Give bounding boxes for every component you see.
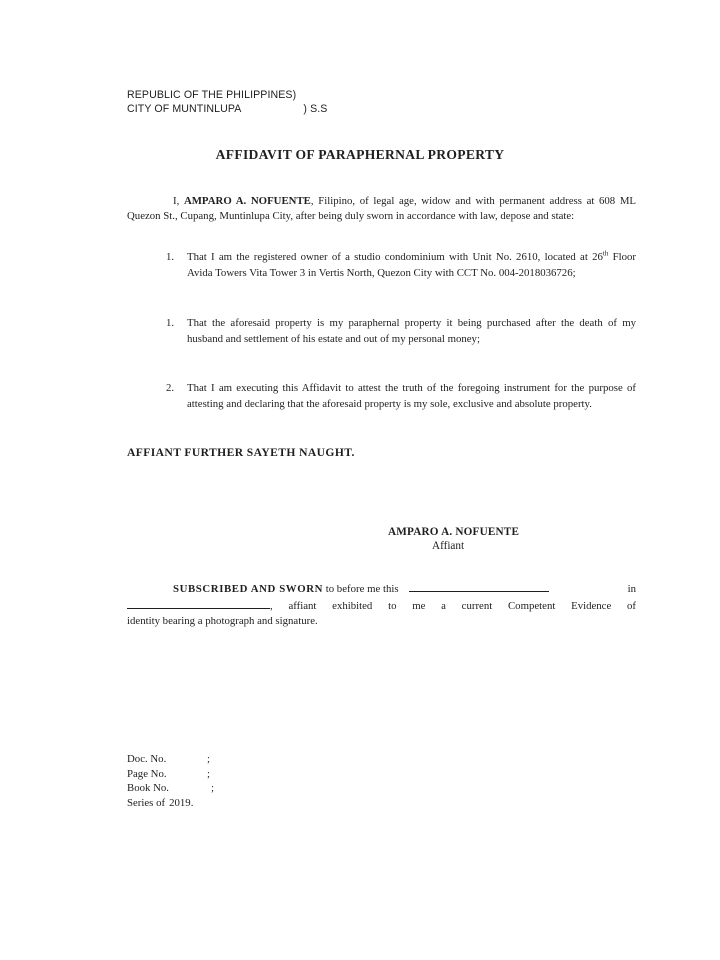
- book-number-value: ;: [211, 782, 214, 794]
- venue-ss: ) S.S: [303, 103, 328, 115]
- venue-city-name: CITY OF MUNTINLUPA: [127, 103, 242, 115]
- doc-number-row: [127, 752, 214, 767]
- doc-number-label: Doc. No.: [127, 753, 167, 765]
- list-item: [166, 316, 636, 347]
- jurat-paragraph: [127, 580, 636, 629]
- item-number: 2.: [166, 382, 175, 394]
- intro-prefix: I,: [173, 195, 184, 207]
- list-item: [166, 250, 636, 281]
- list-item: [166, 381, 636, 412]
- notarial-register: [127, 752, 214, 810]
- venue-block: [127, 88, 327, 116]
- series-value: 2019.: [169, 796, 194, 809]
- page-number-value: ;: [207, 767, 210, 780]
- venue-republic: REPUBLIC OF THE PHILIPPINES): [127, 89, 297, 101]
- jurat-text: , affiant exhibited to me a current Competent Evidence of: [270, 600, 636, 612]
- place-blank-line: [127, 597, 270, 609]
- jurat-text: identity bearing a photograph and signature.: [127, 615, 318, 627]
- item-text-part: Floor Avida Towers Vita Tower 3 in Vertis North, Quezon City with CCT No. 004-2018036726;: [187, 251, 636, 279]
- intro-affiant-name: AMPARO A. NOFUENTE: [183, 195, 311, 207]
- date-blank-line: [409, 580, 549, 592]
- intro-body: , Filipino, of legal age, widow and with permanent address at 608 ML Quezon St., Cupang, Muntinlupa City, after being duly sworn in accordance with law, depose and state:: [127, 195, 637, 222]
- jurat-in: in: [627, 583, 636, 595]
- page-number-label: Page No.: [127, 767, 167, 780]
- document-title: AFFIDAVIT OF PARAPHERNAL PROPERTY: [215, 147, 505, 162]
- item-number: 1.: [166, 251, 175, 263]
- item-text: That the aforesaid property is my paraphernal property it being purchased after the death of my husband and settlement of his estate and out of my personal money;: [187, 317, 636, 345]
- book-number-label: Book No.: [127, 782, 169, 794]
- jurat-bold-text: SUBSCRIBED AND SWORN: [173, 583, 323, 595]
- item-text: That I am executing this Affidavit to attest the truth of the foregoing instrument for the purpose of attesting and declaring that the aforesaid property is my sole, exclusive and absolute property.: [187, 382, 636, 410]
- item-text: [187, 250, 636, 281]
- signature-block: [388, 525, 519, 553]
- jurat-text: to before me this: [323, 583, 402, 595]
- series-row: [127, 796, 214, 811]
- ordinal-suffix: th: [602, 249, 609, 258]
- jurat-line-3: [127, 614, 636, 629]
- jurat-line-1: [127, 580, 636, 597]
- doc-number-value: ;: [207, 753, 210, 765]
- item-number: 1.: [166, 317, 175, 329]
- page-number-row: [127, 767, 214, 782]
- jurat-line-2: [127, 597, 636, 614]
- venue-city: [127, 102, 327, 116]
- item-text-part: That I am the registered owner of a studio condominium with Unit No. 2610, located at 26: [187, 251, 603, 263]
- series-label: Series of: [127, 796, 166, 809]
- signatory-name: AMPARO A. NOFUENTE: [388, 526, 520, 538]
- book-number-row: [127, 781, 214, 796]
- signatory-label: Affiant: [432, 540, 465, 552]
- intro-paragraph: [127, 194, 636, 224]
- closing-statement: AFFIANT FURTHER SAYETH NAUGHT.: [127, 446, 355, 459]
